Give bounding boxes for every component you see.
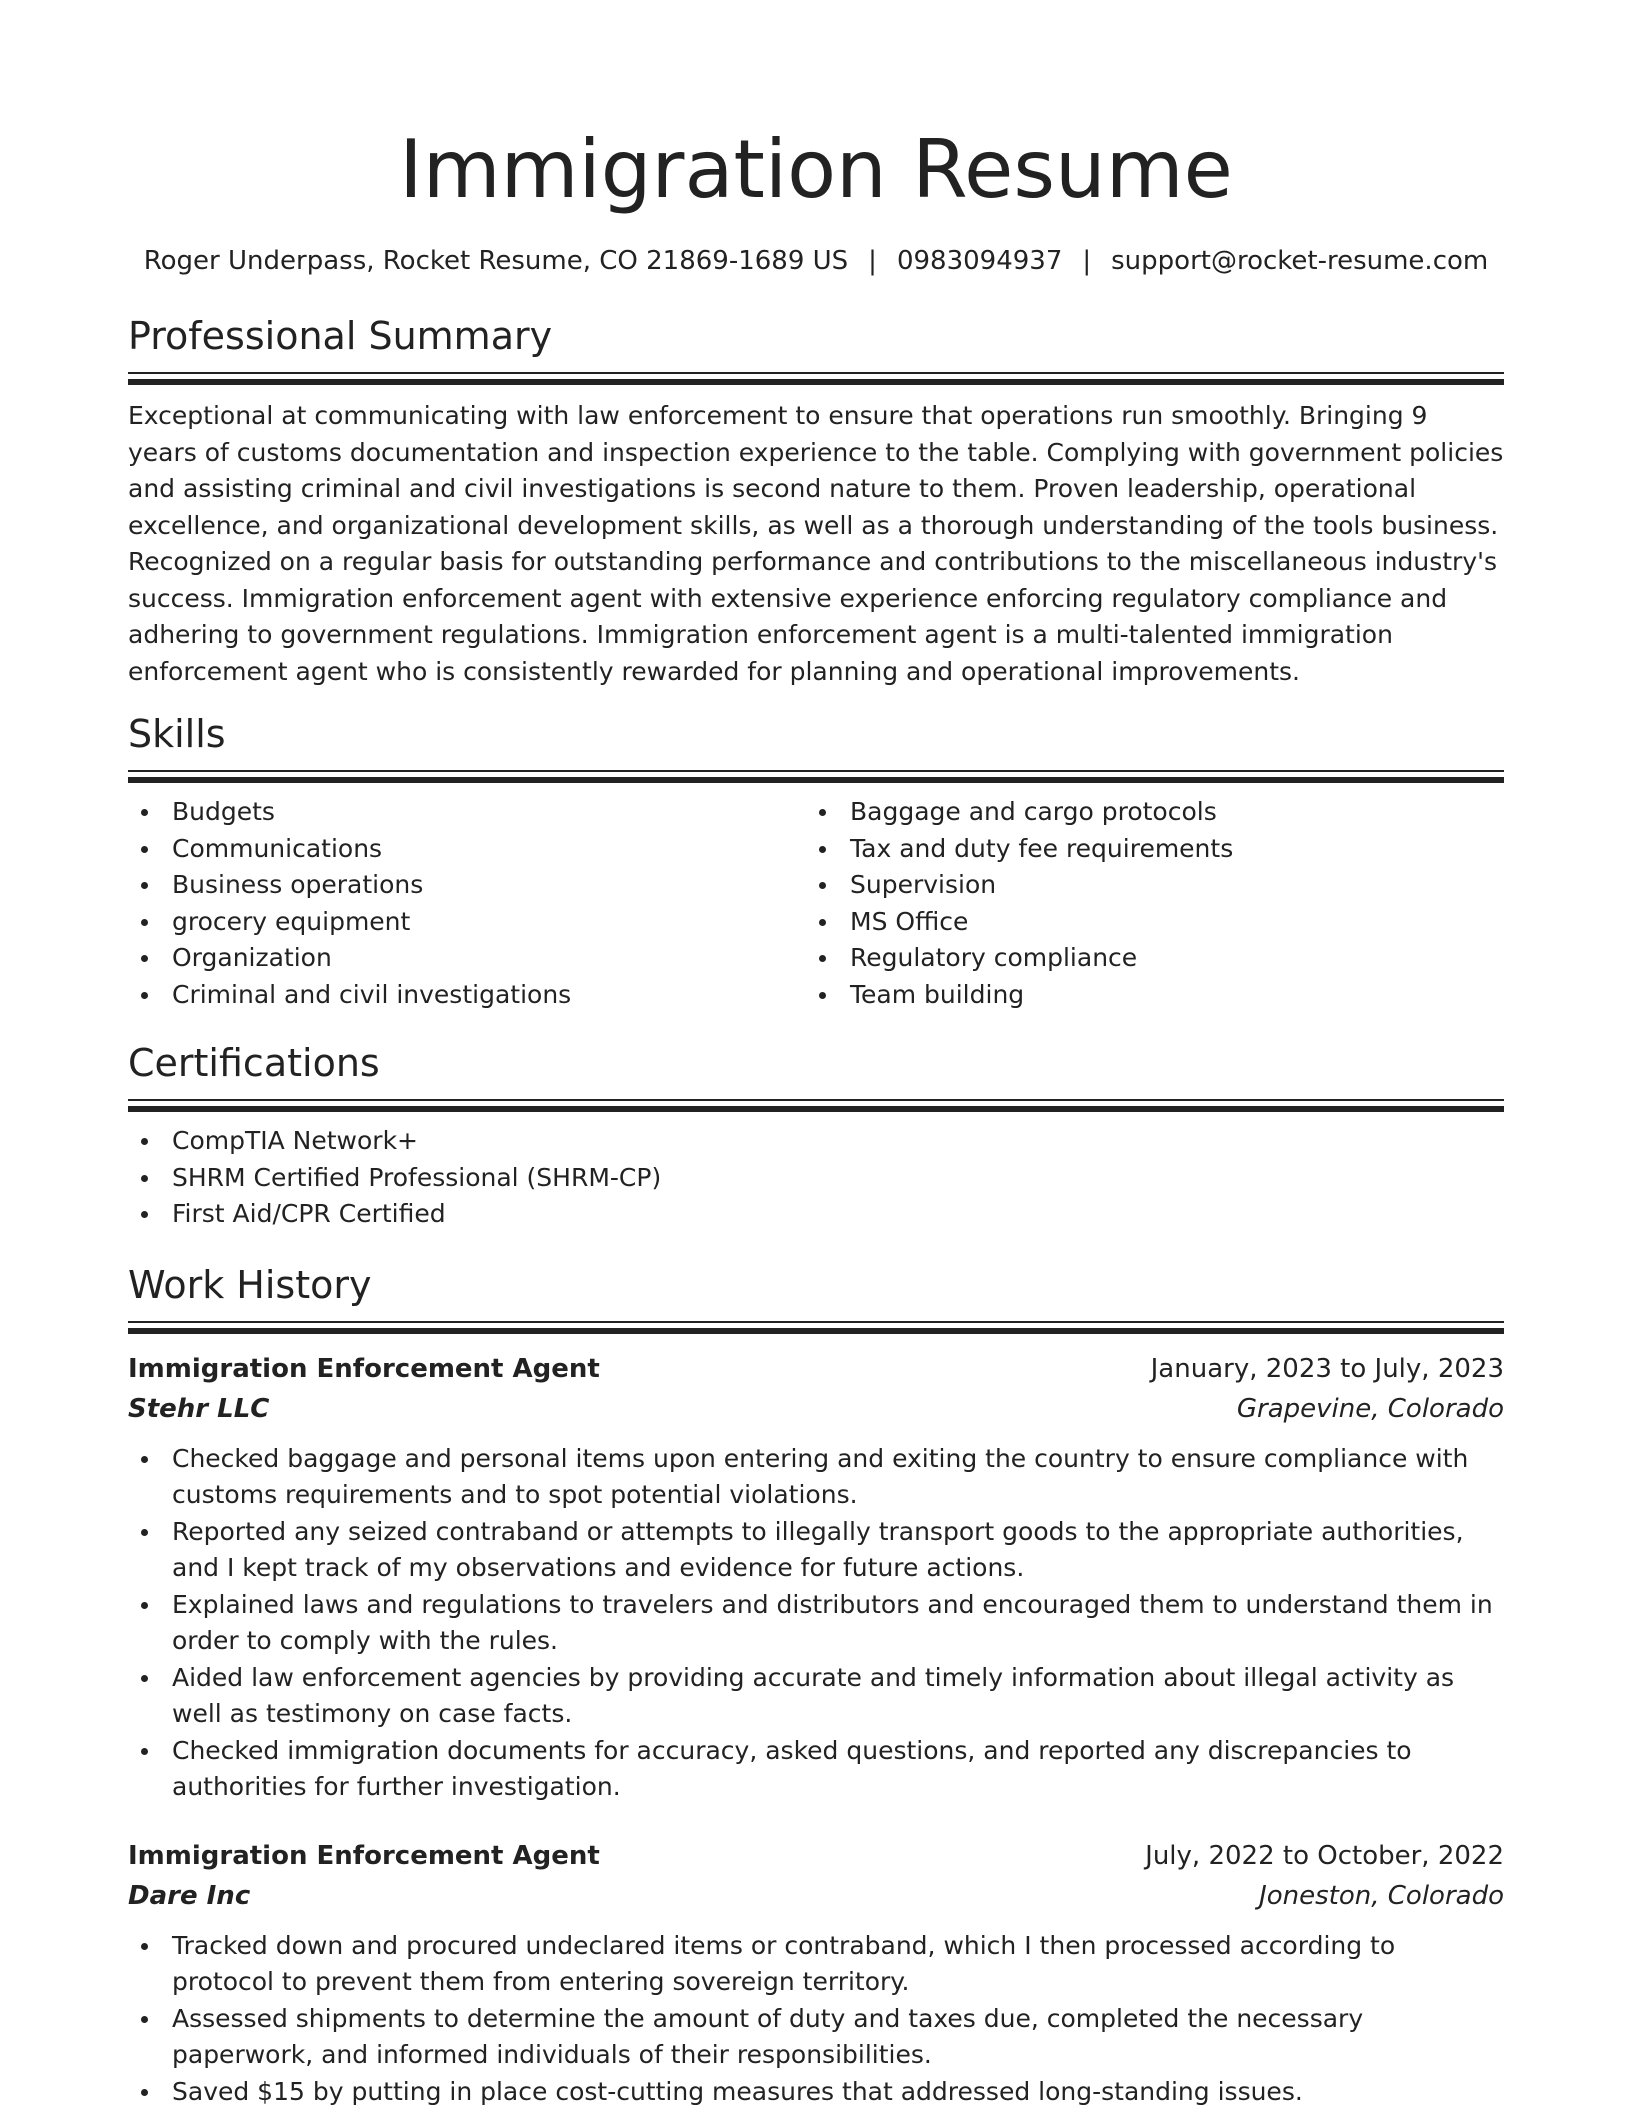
job-title: Immigration Enforcement Agent: [128, 1353, 600, 1384]
skill-item: Team building: [806, 977, 1484, 1014]
certifications-list: [128, 1123, 1504, 1233]
job-dates: July, 2022 to October, 2022: [1145, 1840, 1504, 1871]
page-title: Immigration Resume: [399, 123, 1233, 216]
contact-separator: |: [868, 246, 877, 276]
job-company: Dare Inc: [128, 1880, 251, 1911]
job-title: Immigration Enforcement Agent: [128, 1840, 600, 1871]
section-divider: [128, 1321, 1504, 1333]
certifications-heading: Certifications: [128, 1041, 380, 1085]
skills-columns: [128, 794, 1504, 1013]
section-divider: [128, 372, 1504, 384]
summary-section: [128, 312, 1504, 690]
skill-item: Budgets: [128, 794, 806, 831]
skill-item: Criminal and civil investigations: [128, 977, 806, 1014]
certification-item: SHRM Certified Professional (SHRM-CP): [128, 1160, 1504, 1197]
job-location: Grapevine, Colorado: [1236, 1393, 1504, 1424]
job-subheader: [128, 1389, 1504, 1429]
skills-list-right: [806, 794, 1484, 1013]
section-divider: [128, 770, 1504, 782]
job-bullets: [128, 1928, 1504, 2111]
skill-item: Supervision: [806, 867, 1484, 904]
skill-item: MS Office: [806, 904, 1484, 941]
job-bullet: Tracked down and procured undeclared items or contraband, which I then processed according to protocol to prevent them from entering sovereign territory.: [128, 1928, 1504, 2001]
skills-section: [128, 710, 1504, 1013]
job-bullet: Checked immigration documents for accuracy, asked questions, and reported any discrepancies to authorities for further investigation.: [128, 1733, 1504, 1806]
summary-text: Exceptional at communicating with law enforcement to ensure that operations run smoothly. Bringing 9 years of customs documentation and inspection experience to the table. Complying with government policies and assisting criminal and civil investigations is second nature to them. Proven leadership, operational excellence, and organizational development skills, as well as a thorough understanding of the tools business. Recognized on a regular basis for outstanding performance and contributions to the miscellaneous industry's success. Immigration enforcement agent with extensive experience enforcing regulatory compliance and adhering to government regulations. Immigration enforcement agent is a multi-talented immigration enforcement agent who is consistently rewarded for planning and operational improvements.: [128, 401, 1504, 686]
job-bullet: Reported any seized contraband or attempts to illegally transport goods to the appropriate authorities, and I kept track of my observations and evidence for future actions.: [128, 1514, 1504, 1587]
certification-item: CompTIA Network+: [128, 1123, 1504, 1160]
job-company: Stehr LLC: [128, 1393, 270, 1424]
job-entry: [128, 1349, 1504, 1806]
contact-email: support@rocket-resume.com: [1111, 246, 1489, 276]
job-bullet: Saved $15 by putting in place cost-cutting measures that addressed long-standing issues.: [128, 2074, 1504, 2111]
contact-line: [128, 244, 1504, 278]
job-entry: [128, 1836, 1504, 2111]
summary-heading: Professional Summary: [128, 314, 553, 358]
resume-content: [128, 0, 1504, 2110]
job-bullets: [128, 1441, 1504, 1806]
skill-item: Communications: [128, 831, 806, 868]
skills-list-left: [128, 794, 806, 1013]
contact-separator: |: [1082, 246, 1092, 276]
job-dates: January, 2023 to July, 2023: [1150, 1353, 1504, 1384]
skill-item: Tax and duty fee requirements: [806, 831, 1484, 868]
skill-item: Organization: [128, 940, 806, 977]
job-bullet: Checked baggage and personal items upon entering and exiting the country to ensure compliance with customs requirements and to spot potential violations.: [128, 1441, 1504, 1514]
job-bullet: Aided law enforcement agencies by providing accurate and timely information about illegal activity as well as testimony on case facts.: [128, 1660, 1504, 1733]
contact-address: Roger Underpass, Rocket Resume, CO 21869-1689 US: [143, 246, 849, 276]
skill-item: Regulatory compliance: [806, 940, 1484, 977]
job-bullet: Explained laws and regulations to travelers and distributors and encouraged them to understand them in order to comply with the rules.: [128, 1587, 1504, 1660]
job-header: [128, 1836, 1504, 1876]
contact-phone: 0983094937: [896, 246, 1063, 276]
job-header: [128, 1349, 1504, 1389]
work-history-section: [128, 1261, 1504, 2111]
skills-heading: Skills: [128, 712, 226, 756]
certifications-section: [128, 1039, 1504, 1233]
job-location: Joneston, Colorado: [1259, 1880, 1504, 1911]
skill-item: Business operations: [128, 867, 806, 904]
work-history-heading: Work History: [128, 1262, 372, 1307]
certification-item: First Aid/CPR Certified: [128, 1196, 1504, 1233]
section-divider: [128, 1099, 1504, 1111]
skill-item: Baggage and cargo protocols: [806, 794, 1484, 831]
skill-item: grocery equipment: [128, 904, 806, 941]
job-subheader: [128, 1876, 1504, 1916]
job-bullet: Assessed shipments to determine the amount of duty and taxes due, completed the necessary paperwork, and informed individuals of their responsibilities.: [128, 2001, 1504, 2074]
